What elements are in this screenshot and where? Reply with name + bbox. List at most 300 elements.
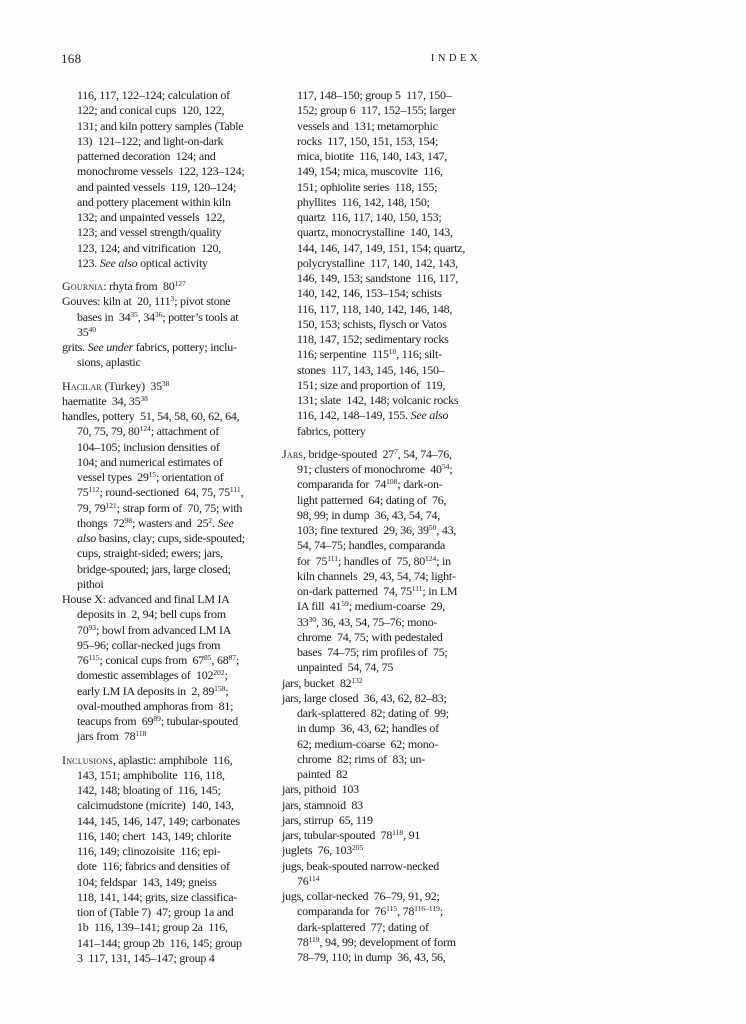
index-line <box>62 623 278 638</box>
index-line <box>282 569 484 584</box>
index-line <box>282 378 484 393</box>
index-text: 78 <box>297 934 309 949</box>
index-text: 98, 99; in dump 36, 43, 54, 74, <box>297 507 441 522</box>
index-text: juglets 76, 103 <box>282 843 352 858</box>
index-text: ; handles of 75, 80 <box>337 553 425 568</box>
index-text: domestic assemblages of 102 <box>77 668 214 683</box>
index-line <box>282 599 484 614</box>
index-text: handles, pottery 51, 54, 58, 60, 62, 64, <box>62 409 240 423</box>
footnote-superscript: 85 <box>204 653 212 663</box>
index-line <box>62 951 278 966</box>
index-line <box>282 904 484 919</box>
index-text: 131; and kiln pottery samples (Table <box>77 118 244 133</box>
index-line <box>62 859 278 874</box>
index-text: also <box>77 531 97 545</box>
index-line <box>62 310 278 325</box>
index-line <box>62 920 278 935</box>
index-line <box>282 180 484 195</box>
index-text: 1b 116, 139–141; group 2a 116, <box>77 920 228 935</box>
index-entry <box>282 859 484 890</box>
index-text: phyllites 116, 142, 148, 150; <box>297 194 430 209</box>
index-line <box>282 584 484 599</box>
index-text: 132; and unpainted vessels 122, <box>77 210 225 224</box>
index-line <box>282 195 484 210</box>
index-text: 91; clusters of monochrome 40 <box>297 462 442 476</box>
index-text: early LM IA deposits in 2, 89 <box>77 683 215 698</box>
index-entry <box>62 340 278 371</box>
footnote-superscript: 10 <box>388 347 397 357</box>
index-text: pithoi <box>77 576 104 591</box>
index-line <box>62 592 278 607</box>
index-line <box>62 699 278 714</box>
index-text: (Turkey) 35 <box>101 378 162 393</box>
footnote-superscript: 111 <box>411 584 423 594</box>
index-text: 122; and conical cups 120, 122, <box>77 103 225 118</box>
index-text: vessel types 29 <box>77 470 149 484</box>
index-entry <box>62 592 278 745</box>
index-text: tion of (Table 7) 47; group 1a and <box>77 905 234 919</box>
index-text: , 94, 99; development of form <box>319 934 456 949</box>
index-text: 143, 151; amphibolite 116, 118, <box>77 767 225 782</box>
index-line <box>282 134 484 149</box>
index-entry <box>282 843 484 858</box>
index-entry <box>282 782 484 797</box>
index-text: 104; and numerical estimates of <box>77 454 223 469</box>
index-text: 123; and vessel strength/quality <box>77 225 222 240</box>
index-text: cups, straight-sided; ewers; jars, <box>77 546 223 561</box>
index-line <box>62 279 278 294</box>
index-text: 104–105; inclusion densities of <box>77 439 220 454</box>
index-text: dark-splattered 82; dating of 99; <box>297 706 449 720</box>
footnote-superscript: 116–119 <box>414 904 440 914</box>
index-text: 35 <box>77 324 89 339</box>
index-line <box>282 332 484 347</box>
index-text: jars, tubular-spouted 78 <box>282 828 393 842</box>
index-text: fabrics, pottery <box>297 423 366 438</box>
index-entry <box>282 813 484 828</box>
index-line <box>282 477 484 492</box>
index-entry <box>282 447 484 676</box>
index-text: . <box>212 515 218 530</box>
index-text: jugs, beak-spouted narrow-necked <box>282 858 439 873</box>
index-text: : rhyta from 80 <box>103 279 175 293</box>
index-line <box>62 149 278 164</box>
index-line <box>62 875 278 890</box>
index-text: fabrics, pottery; inclu- <box>133 340 237 354</box>
footnote-superscript: 114 <box>308 873 320 883</box>
index-text: ; <box>449 462 453 476</box>
index-line <box>282 554 484 569</box>
index-line <box>62 294 278 309</box>
index-line <box>62 684 278 699</box>
index-line <box>282 630 484 645</box>
index-text: Gournia <box>62 279 104 293</box>
index-text: and pottery placement within kiln <box>77 194 231 209</box>
index-text: 13) 121–122; and light-on-dark <box>77 133 224 148</box>
index-text: painted 82 <box>297 767 348 781</box>
index-line <box>62 936 278 951</box>
footnote-superscript: 59 <box>341 599 349 609</box>
index-line <box>62 210 278 225</box>
index-line <box>282 721 484 736</box>
index-text: monochrome vessels 122, 123–124; <box>77 164 245 179</box>
footnote-superscript: 93 <box>88 622 96 632</box>
index-line <box>62 241 278 256</box>
index-text: 144, 145, 146, 147, 149; carbonates <box>77 813 240 828</box>
index-text: 142, 148; bloating of 116, 145; <box>77 783 221 797</box>
index-line <box>62 256 278 271</box>
index-text: 116, 117, 118, 140, 142, 146, 148, <box>297 301 453 316</box>
index-text: ; attachment of <box>150 424 219 439</box>
index-line <box>282 813 484 828</box>
index-line <box>282 447 484 462</box>
index-text: 123, 124; and vitrification 120, <box>77 240 222 255</box>
footnote-superscript: 205 <box>352 843 364 853</box>
index-entry <box>282 798 484 813</box>
index-line <box>62 409 278 424</box>
index-line <box>282 859 484 874</box>
index-text: and painted vessels 119, 120–124; <box>77 179 237 194</box>
index-text: 150, 153; schists, flysch or Vatos <box>297 316 447 331</box>
index-text: , <box>240 485 244 500</box>
index-line <box>282 317 484 332</box>
index-text: ; <box>225 683 229 698</box>
index-line <box>282 88 484 103</box>
index-line <box>282 660 484 675</box>
index-text: jars, pithoid 103 <box>282 782 359 797</box>
index-text: 151; ophiolite series 118, 155; <box>297 179 438 194</box>
index-line <box>282 210 484 225</box>
index-text: , 34 <box>137 309 155 324</box>
index-entry <box>62 753 278 967</box>
index-line <box>62 798 278 813</box>
index-text: , 68 <box>211 653 229 667</box>
footnote-superscript: 118 <box>135 729 147 739</box>
index-text: 33 <box>297 614 309 629</box>
index-entry <box>62 88 278 271</box>
index-text: rocks 117, 150, 151, 153, 154; <box>297 133 439 148</box>
index-text: bridge-spouted; jars, large closed; <box>77 561 231 576</box>
index-text: See <box>217 515 234 530</box>
index-text: grits. <box>62 340 88 354</box>
index-line <box>62 455 278 470</box>
footnote-superscript: 124 <box>139 424 151 434</box>
index-text: deposits in 2, 94; bell cups from <box>77 607 226 622</box>
index-text: chrome 74, 75; with pedestaled <box>297 629 443 644</box>
footnote-superscript: 2 <box>208 515 213 525</box>
index-text: bases 74–75; rim profiles of 75; <box>297 645 448 659</box>
index-line <box>62 577 278 592</box>
index-entry <box>62 379 278 394</box>
footnote-superscript: 54 <box>441 462 450 472</box>
index-text: ; round-sectioned 64, 75, 75 <box>99 485 230 500</box>
index-text: jugs, collar-necked 76–79, 91, 92; <box>282 889 440 903</box>
index-text: ; dark-on- <box>397 477 443 492</box>
footnote-superscript: 108 <box>386 477 398 487</box>
index-line <box>282 843 484 858</box>
index-text: ; <box>236 653 240 667</box>
footnote-superscript: 38 <box>161 378 170 388</box>
index-text: on-dark patterned 74, 75 <box>297 584 412 598</box>
index-line <box>282 347 484 362</box>
index-text: vessels and 131; metamorphic <box>297 118 438 133</box>
index-line <box>62 516 278 531</box>
index-text: chrome 82; rims of 83; un- <box>297 751 425 766</box>
footnote-superscript: 3 <box>170 294 175 304</box>
index-line <box>282 103 484 118</box>
index-line <box>282 615 484 630</box>
index-text: Inclusions <box>62 752 113 767</box>
footnote-superscript: 87 <box>228 653 237 663</box>
index-line <box>62 103 278 118</box>
index-column-right <box>282 88 484 965</box>
page-number: 168 <box>61 51 82 66</box>
footnote-superscript: 89 <box>153 714 161 724</box>
index-text: 3 117, 131, 145–147; group 4 <box>77 950 215 965</box>
index-text: 70 <box>77 622 89 637</box>
index-line <box>62 607 278 622</box>
index-text: ; tubular-spouted <box>160 714 238 728</box>
footnote-superscript: 38 <box>140 393 148 403</box>
index-line <box>282 828 484 843</box>
index-line <box>282 874 484 889</box>
index-text: for 75 <box>297 553 328 568</box>
index-text: ; conical cups from 67 <box>99 653 205 667</box>
index-text: , 78 <box>397 904 415 919</box>
footnote-superscript: 36 <box>154 309 163 319</box>
index-text: 144, 146, 147, 149, 151, 154; quartz, <box>297 240 466 255</box>
index-line <box>62 355 278 370</box>
index-text: 76 <box>297 873 309 888</box>
index-text: 95–96; collar-necked jugs from <box>77 637 221 652</box>
index-line <box>282 256 484 271</box>
index-text: oval-mouthed amphoras from 81; <box>77 698 234 713</box>
index-line <box>62 134 278 149</box>
index-text: , 43, <box>436 523 457 537</box>
index-line <box>282 508 484 523</box>
index-line <box>282 424 484 439</box>
index-line <box>62 325 278 340</box>
index-text: jars, large closed 36, 43, 62, 82–83; <box>282 690 447 705</box>
index-text: 76 <box>77 653 89 667</box>
index-text: IA fill 41 <box>297 599 342 614</box>
index-line <box>282 935 484 950</box>
index-text: dote 116; fabrics and densities of <box>77 859 230 874</box>
running-head: INDEX <box>430 53 481 64</box>
index-text: ; potter’s tools at <box>162 309 239 324</box>
index-line <box>282 286 484 301</box>
index-line <box>62 88 278 103</box>
index-text: 152; group 6 117, 152–155; larger <box>297 103 456 118</box>
index-text: See also <box>99 255 138 270</box>
index-line <box>62 424 278 439</box>
index-line <box>282 798 484 813</box>
index-text: 116; serpentine 115 <box>297 347 389 362</box>
index-line <box>282 462 484 477</box>
index-text: 149, 154; mica, muscovite 116, <box>297 164 443 179</box>
index-text: unpainted 54, 74, 75 <box>297 660 394 675</box>
index-text: optical activity <box>137 255 208 270</box>
index-line <box>282 538 484 553</box>
index-text: 146, 149, 153; sandstone 116, 117, <box>297 271 459 285</box>
index-line <box>62 340 278 355</box>
index-line <box>282 363 484 378</box>
index-text: , 36, 43, 54, 75–76; mono- <box>316 614 438 629</box>
footnote-superscript: 15 <box>148 470 157 480</box>
index-text: , 54, 74–76, <box>397 446 452 461</box>
index-line <box>62 829 278 844</box>
index-line <box>62 485 278 500</box>
index-text: 141–144; group 2b 116, 145; group <box>77 935 242 950</box>
index-line <box>62 546 278 561</box>
index-text: teacups from 69 <box>77 714 154 728</box>
index-text: jars, stirrup 65, 119 <box>282 812 373 827</box>
index-line <box>62 562 278 577</box>
footnote-superscript: 115 <box>386 904 398 914</box>
index-text: 54, 74–75; handles, comparanda <box>297 538 446 553</box>
footnote-superscript: 121 <box>105 500 117 510</box>
index-line <box>62 768 278 783</box>
index-entry <box>62 279 278 294</box>
footnote-superscript: 115 <box>88 653 100 663</box>
index-text: patterned decoration 124; and <box>77 149 216 163</box>
index-line <box>282 691 484 706</box>
footnote-superscript: 158 <box>214 683 226 693</box>
index-line <box>62 729 278 744</box>
index-line <box>62 783 278 798</box>
index-line <box>282 225 484 240</box>
index-text: 104; feldspar 143, 149; gneiss <box>77 874 217 889</box>
index-column-left <box>62 88 278 966</box>
index-line <box>282 271 484 286</box>
index-text: ; pivot stone <box>174 294 231 309</box>
footnote-superscript: 30 <box>308 614 316 624</box>
index-line <box>62 531 278 546</box>
index-line <box>62 905 278 920</box>
index-line <box>282 676 484 691</box>
index-text: jars, stamnoid 83 <box>282 797 363 812</box>
index-line <box>62 638 278 653</box>
index-line <box>282 149 484 164</box>
index-text: ; <box>224 668 228 683</box>
index-text: House X: advanced and final LM IA <box>62 592 230 606</box>
footnote-superscript: 40 <box>88 324 96 334</box>
footnote-superscript: 127 <box>174 279 186 289</box>
index-text: 118, 141, 144; grits, size classifica- <box>77 889 238 904</box>
index-line <box>62 890 278 905</box>
index-line <box>282 302 484 317</box>
footnote-superscript: 111 <box>229 485 241 495</box>
index-text: jars, bucket 82 <box>282 675 352 690</box>
index-entry <box>282 676 484 691</box>
index-line <box>282 164 484 179</box>
index-text: 118, 147, 152; sedimentary rocks <box>297 332 449 346</box>
index-text: ; strap form of 70, 75; with <box>116 500 243 515</box>
index-text: ; bowl from advanced LM IA <box>96 622 232 637</box>
index-line <box>282 767 484 782</box>
footnote-superscript: 50 <box>428 523 437 533</box>
index-line <box>62 379 278 394</box>
index-line <box>62 653 278 668</box>
index-line <box>62 119 278 134</box>
index-text: 116, 142, 148–149, 155. <box>297 408 411 423</box>
index-line <box>62 394 278 409</box>
index-entry <box>62 394 278 409</box>
index-text: 123. <box>77 255 100 270</box>
index-line <box>282 782 484 797</box>
footnote-superscript: 35 <box>130 309 138 319</box>
footnote-superscript: 112 <box>88 485 100 495</box>
index-text: 78–79, 110; in dump 36, 43, 56, <box>297 950 446 964</box>
index-text: ; medium-coarse 29, <box>348 599 446 614</box>
index-line <box>62 470 278 485</box>
footnote-superscript: 119 <box>308 934 320 944</box>
footnote-superscript: 202 <box>213 668 225 678</box>
index-entry <box>282 828 484 843</box>
index-entry <box>282 691 484 783</box>
index-text: light patterned 64; dating of 76, <box>297 492 447 507</box>
index-text: stones 117, 143, 145, 146, 150– <box>297 362 445 377</box>
index-line <box>282 920 484 935</box>
index-text: ; in <box>436 553 451 568</box>
footnote-superscript: 132 <box>351 675 363 685</box>
index-text: 116, 117, 122–124; calculation of <box>77 88 230 102</box>
index-text: kiln channels 29, 43, 54, 74; light- <box>297 568 456 583</box>
index-line <box>62 225 278 240</box>
index-text: polycrystalline 117, 140, 142, 143, <box>297 255 458 270</box>
index-text: calcimudstone (micrite) 140, 143, <box>77 798 234 813</box>
index-text: haematite 34, 35 <box>62 393 141 408</box>
index-text: 116, 149; clinozoisite 116; epi- <box>77 844 221 858</box>
index-line <box>282 950 484 965</box>
index-line <box>62 753 278 768</box>
footnote-superscript: 124 <box>424 553 437 563</box>
index-entry <box>62 409 278 592</box>
index-text: See also <box>410 408 449 423</box>
index-line <box>282 889 484 904</box>
index-text: Hacilar <box>62 378 102 393</box>
index-line <box>62 195 278 210</box>
index-text: in dump 36, 43, 62; handles of <box>297 721 439 736</box>
index-text: jars from 78 <box>77 729 136 744</box>
index-text: ; in LM <box>422 584 458 598</box>
index-line <box>62 668 278 683</box>
index-text: thongs 72 <box>77 515 125 530</box>
index-text: 131; slate 142, 148; volcanic rocks <box>297 393 459 407</box>
index-entry <box>62 294 278 340</box>
index-line <box>282 393 484 408</box>
index-text: 117, 148–150; group 5 117, 150– <box>297 88 452 102</box>
index-text: 151; size and proportion of 119, <box>297 377 446 392</box>
index-text: , aplastic: amphibole 116, <box>112 752 233 767</box>
index-line <box>282 408 484 423</box>
index-line <box>282 493 484 508</box>
index-line <box>282 752 484 767</box>
index-text: 62; medium-coarse 62; mono- <box>297 736 438 751</box>
index-line <box>282 241 484 256</box>
index-text: , 91 <box>403 828 421 842</box>
index-text: bases in 34 <box>77 309 131 324</box>
index-text: 79, 79 <box>77 500 106 515</box>
index-text: 140, 142, 146, 153–154; schists <box>297 286 442 301</box>
index-text: Jars <box>282 446 304 461</box>
index-text: 116, 140; chert 143, 149; chlorite <box>77 828 232 843</box>
footnote-superscript: 111 <box>327 553 338 563</box>
index-text: 103; fine textured 29, 36, 39 <box>297 523 429 537</box>
index-text: dark-splattered 77; dating of <box>297 919 429 934</box>
index-line <box>62 180 278 195</box>
index-text: ; <box>439 904 443 919</box>
